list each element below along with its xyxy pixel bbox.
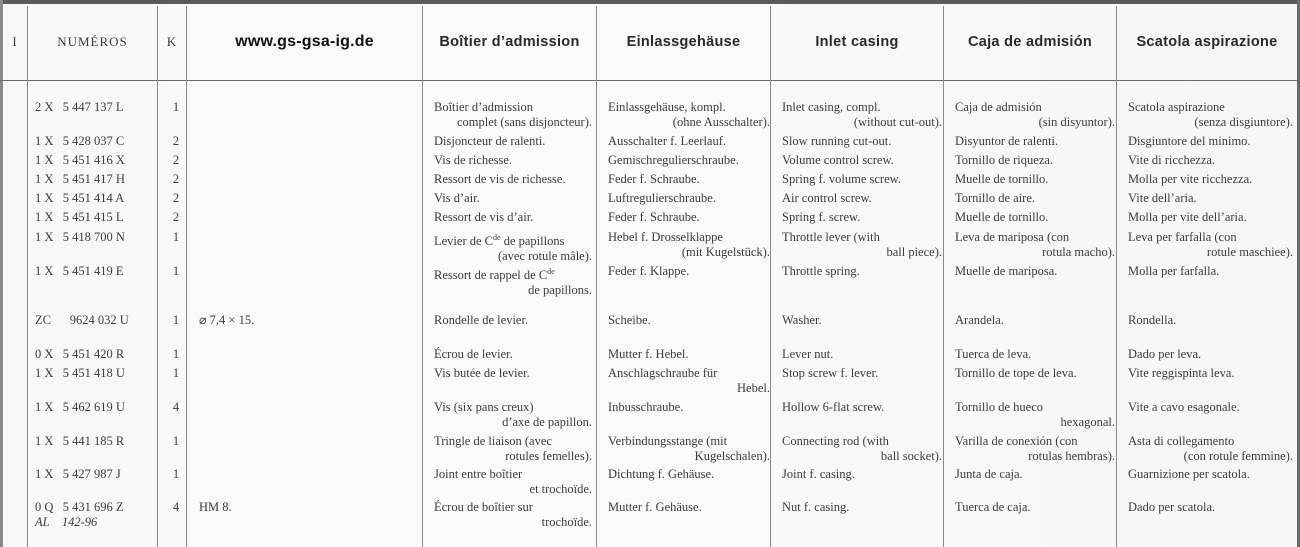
description-french [434,467,592,497]
description-line: Vis d’air. [434,191,480,205]
description-line: Tornillo de aire. [955,191,1035,205]
description-line: (without cut-out). [853,115,942,129]
quantity-k: 1 [172,230,180,244]
description-line: (senza disgiuntore). [1194,115,1293,129]
description-german [608,434,770,464]
description-line: Luftregulierschraube. [608,191,716,205]
header-col-i: I [12,34,18,49]
remark: HM 8. [199,500,232,514]
description-line: Feder f. Schraube. [608,210,700,224]
description-french [434,100,592,130]
description-spanish [955,500,1115,515]
description-line: (sin disyuntor). [1038,115,1115,129]
header-col-numeros: NUMÉROS [57,34,128,49]
description-french [434,434,592,464]
description-english [782,366,942,381]
description-english [782,347,942,362]
description-spanish [955,172,1115,187]
description-line: Tornillo de hueco [955,400,1043,414]
description-line: Inbusschraube. [608,400,684,414]
description-french [434,191,592,206]
description-english [782,210,942,225]
description-spanish [955,100,1115,130]
part-number [35,347,165,362]
header-col-italian: Scatola aspirazione [1136,34,1278,50]
description-italian [1128,467,1293,482]
description-german [608,210,770,225]
table-row [0,230,1300,264]
description-french [434,313,592,328]
description-line: Molla per vite ricchezza. [1128,172,1253,186]
description-line: Molla per farfalla. [1128,264,1220,278]
description-line: Hollow 6-flat screw. [782,400,885,414]
description-line: rotula macho). [1042,245,1115,259]
description-italian [1128,134,1293,149]
description-line: Feder f. Schraube. [608,172,700,186]
description-line: Disyuntor de ralenti. [955,134,1059,148]
description-german [608,230,770,260]
part-number-value: 1 X 5 462 619 U [35,400,125,414]
part-number [35,191,165,206]
description-german [608,467,770,482]
part-number [35,210,165,225]
description-line: Arandela. [955,313,1004,327]
quantity-k: 1 [172,366,180,380]
description-line: Vite reggispinta leva. [1128,366,1235,380]
description-line: Joint entre boîtier [434,467,523,481]
description-line: Caja de admisión [955,100,1042,114]
quantity-k: 2 [172,210,180,224]
description-line: Kugelschalen). [694,449,770,463]
description-italian [1128,230,1293,260]
description-line: Spring f. screw. [782,210,861,224]
description-line: Scheibe. [608,313,651,327]
description-german [608,500,770,515]
description-english [782,264,942,279]
description-line: ball piece). [886,245,942,259]
description-line: (ohne Ausschalter). [672,115,770,129]
description-german [608,400,770,415]
header-col-k: K [166,34,178,49]
description-spanish [955,134,1115,149]
description-line: Dichtung f. Gehäuse. [608,467,715,481]
description-english [782,230,942,260]
description-english [782,500,942,515]
description-line: Air control screw. [782,191,872,205]
description-line: Connecting rod (with [782,434,889,448]
description-spanish [955,191,1115,206]
description-line: (avec rotule mâle). [497,249,592,264]
description-italian [1128,313,1293,328]
description-line: trochoïde. [541,515,592,529]
quantity-k: 2 [172,134,180,148]
part-number-value: 1 X 5 451 419 E [35,264,124,278]
description-line: Einlassgehäuse, kompl. [608,100,726,114]
description-spanish [955,400,1115,430]
description-italian [1128,400,1293,415]
quantity-k: 1 [172,347,180,361]
part-number-value: 1 X 5 451 415 L [35,210,124,224]
quantity-k: 1 [172,100,180,114]
description-english [782,100,942,130]
description-line: Vis de richesse. [434,153,513,167]
description-spanish [955,210,1115,225]
description-line: Rondelle de levier. [434,313,529,327]
description-italian [1128,172,1293,187]
description-line: Ausschalter f. Leerlauf. [608,134,726,148]
table-row [0,264,1300,298]
table-row [0,434,1300,468]
description-line: Écrou de levier. [434,347,513,361]
part-number [35,313,165,328]
description-line: Tuerca de caja. [955,500,1031,514]
description-french [434,230,592,264]
header-col-english: Inlet casing [815,34,899,50]
header-col-spanish: Caja de admisión [967,34,1093,50]
part-number-value: 0 X 5 451 420 R [35,347,125,361]
description-line: Dado per leva. [1128,347,1202,361]
description-spanish [955,467,1115,482]
part-number-value: 1 X 5 451 417 H [35,172,125,186]
description-italian [1128,264,1293,279]
description-german [608,153,770,168]
remark: ⌀ 7,4 × 15. [199,313,255,327]
description-line: Vis (six pans creux) [434,400,534,414]
description-german [608,134,770,149]
part-number-value: 1 X 5 428 037 C [35,134,125,148]
quantity-k: 2 [172,191,180,205]
description-line: Throttle lever (with [782,230,880,244]
description-english [782,134,942,149]
description-line: Vite di ricchezza. [1128,153,1216,167]
description-line: Vite dell’aria. [1128,191,1197,205]
description-line: hexagonal. [1060,415,1115,429]
description-italian [1128,366,1293,381]
quantity-k: 1 [172,467,180,481]
header-divider [0,80,1300,81]
part-number-sub: AL 142-96 [35,515,98,529]
part-number-value: 0 Q 5 431 696 Z [35,500,124,514]
description-french [434,134,592,149]
quantity-k: 2 [172,153,180,167]
description-line: Muelle de mariposa. [955,264,1058,278]
header-col-german: Einlassgehäuse [626,34,741,50]
description-italian [1128,210,1293,225]
description-spanish [955,153,1115,168]
part-number [35,153,165,168]
description-english [782,172,942,187]
part-number [35,172,165,187]
description-german [608,172,770,187]
description-line: d’axe de papillon. [502,415,592,429]
description-italian [1128,434,1293,464]
description-french [434,366,592,381]
website-label: www.gs-gsa-ig.de [235,33,374,50]
description-french [434,500,592,530]
description-line: Ressort de vis de richesse. [434,172,566,186]
description-line: Leva per farfalla (con [1128,230,1237,244]
description-line: Varilla de conexión (con [955,434,1078,448]
description-line: Guarnizione per scatola. [1128,467,1250,481]
description-spanish [955,264,1115,279]
description-english [782,313,942,328]
description-english [782,153,942,168]
description-italian [1128,153,1293,168]
description-line: Levier de Cde de papillons [434,233,565,249]
part-number-value: ZC 9624 032 U [35,313,129,327]
quantity-k: 1 [172,264,180,278]
description-line: Ressort de vis d’air. [434,210,534,224]
description-line: (con rotule femmine). [1183,449,1293,463]
description-german [608,191,770,206]
description-line: Tuerca de leva. [955,347,1032,361]
table-row [0,467,1300,501]
description-line: Feder f. Klappe. [608,264,690,278]
part-number-value: 2 X 5 447 137 L [35,100,124,114]
description-line: Scatola aspirazione [1128,100,1225,114]
part-number [35,467,165,482]
description-line: Leva de mariposa (con [955,230,1070,244]
description-line: Disgiuntore del minimo. [1128,134,1251,148]
part-number-value: 1 X 5 418 700 N [35,230,125,244]
description-line: Boîtier d’admission [434,100,533,114]
description-line: Inlet casing, compl. [782,100,881,114]
description-line: Ressort de rappel de Cde [434,267,555,283]
description-french [434,347,592,362]
description-italian [1128,347,1293,362]
description-german [608,264,770,279]
part-number-value: 1 X 5 441 185 R [35,434,125,448]
part-number-value: 1 X 5 451 416 X [35,153,125,167]
description-line: Lever nut. [782,347,834,361]
quantity-k: 4 [172,500,180,514]
description-line: Nut f. casing. [782,500,850,514]
table-row [0,366,1300,400]
description-line: Volume control screw. [782,153,894,167]
description-line: Écrou de boîtier sur [434,500,533,514]
description-line: Stop screw f. lever. [782,366,879,380]
description-italian [1128,191,1293,206]
description-line: Muelle de tornillo. [955,210,1049,224]
description-line: rotulas hembras). [1028,449,1115,463]
description-line: de papillons. [528,283,592,298]
description-english [782,191,942,206]
header-col-french: Boîtier d’admission [439,34,580,50]
table-row [0,500,1300,534]
description-line: Vis butée de levier. [434,366,530,380]
description-line: Tornillo de riqueza. [955,153,1054,167]
description-spanish [955,366,1115,381]
description-line: Asta di collegamento [1128,434,1235,448]
part-number [35,134,165,149]
top-border [0,0,1300,4]
description-line: Hebel. [737,381,770,395]
description-line: Gemischregulierschraube. [608,153,739,167]
description-line: complet (sans disjoncteur). [456,115,592,129]
description-spanish [955,313,1115,328]
description-line: Muelle de tornillo. [955,172,1049,186]
description-spanish [955,230,1115,260]
description-line: rotules femelles). [505,449,592,463]
description-english [782,400,942,415]
description-french [434,400,592,430]
description-line: Washer. [782,313,822,327]
part-number [35,366,165,381]
description-line: Rondella. [1128,313,1177,327]
description-line: Vite a cavo esagonale. [1128,400,1240,414]
quantity-k: 2 [172,172,180,186]
part-number [35,264,165,279]
description-french [434,153,592,168]
description-line: rotule maschiee). [1206,245,1293,259]
description-line: Spring f. volume screw. [782,172,901,186]
description-line: (mit Kugelstück). [681,245,770,259]
part-number-value: 1 X 5 427 987 J [35,467,121,481]
table-row [0,100,1300,134]
description-line: Dado per scatola. [1128,500,1216,514]
part-number [35,500,165,530]
table-row [0,313,1300,347]
description-line: Mutter f. Hebel. [608,347,689,361]
description-line: Joint f. casing. [782,467,855,481]
description-english [782,467,942,482]
description-italian [1128,100,1293,130]
description-spanish [955,347,1115,362]
description-french [434,172,592,187]
part-number [35,230,165,245]
description-italian [1128,500,1293,515]
quantity-k: 1 [172,313,180,327]
description-french [434,264,592,298]
description-line: Molla per vite dell’aria. [1128,210,1247,224]
part-number-value: 1 X 5 451 418 U [35,366,125,380]
description-german [608,100,770,130]
description-line: Tornillo de tope de leva. [955,366,1077,380]
description-spanish [955,434,1115,464]
description-line: ball socket). [880,449,942,463]
description-line: Junta de caja. [955,467,1023,481]
description-french [434,210,592,225]
description-line: Throttle spring. [782,264,860,278]
part-number [35,100,165,115]
description-line: et trochoïde. [529,482,592,496]
description-line: Mutter f. Gehäuse. [608,500,702,514]
description-german [608,347,770,362]
part-number [35,400,165,415]
quantity-k: 1 [172,434,180,448]
table-row [0,400,1300,434]
description-german [608,366,770,396]
description-line: Anschlagschraube für [608,366,718,380]
description-line: Tringle de liaison (avec [434,434,552,448]
quantity-k: 4 [172,400,180,414]
description-line: Slow running cut-out. [782,134,892,148]
part-number-value: 1 X 5 451 414 A [35,191,125,205]
description-english [782,434,942,464]
description-line: Hebel f. Drosselklappe [608,230,723,244]
part-number [35,434,165,449]
description-line: Verbindungsstange (mit [608,434,728,448]
description-german [608,313,770,328]
description-line: Disjoncteur de ralenti. [434,134,546,148]
